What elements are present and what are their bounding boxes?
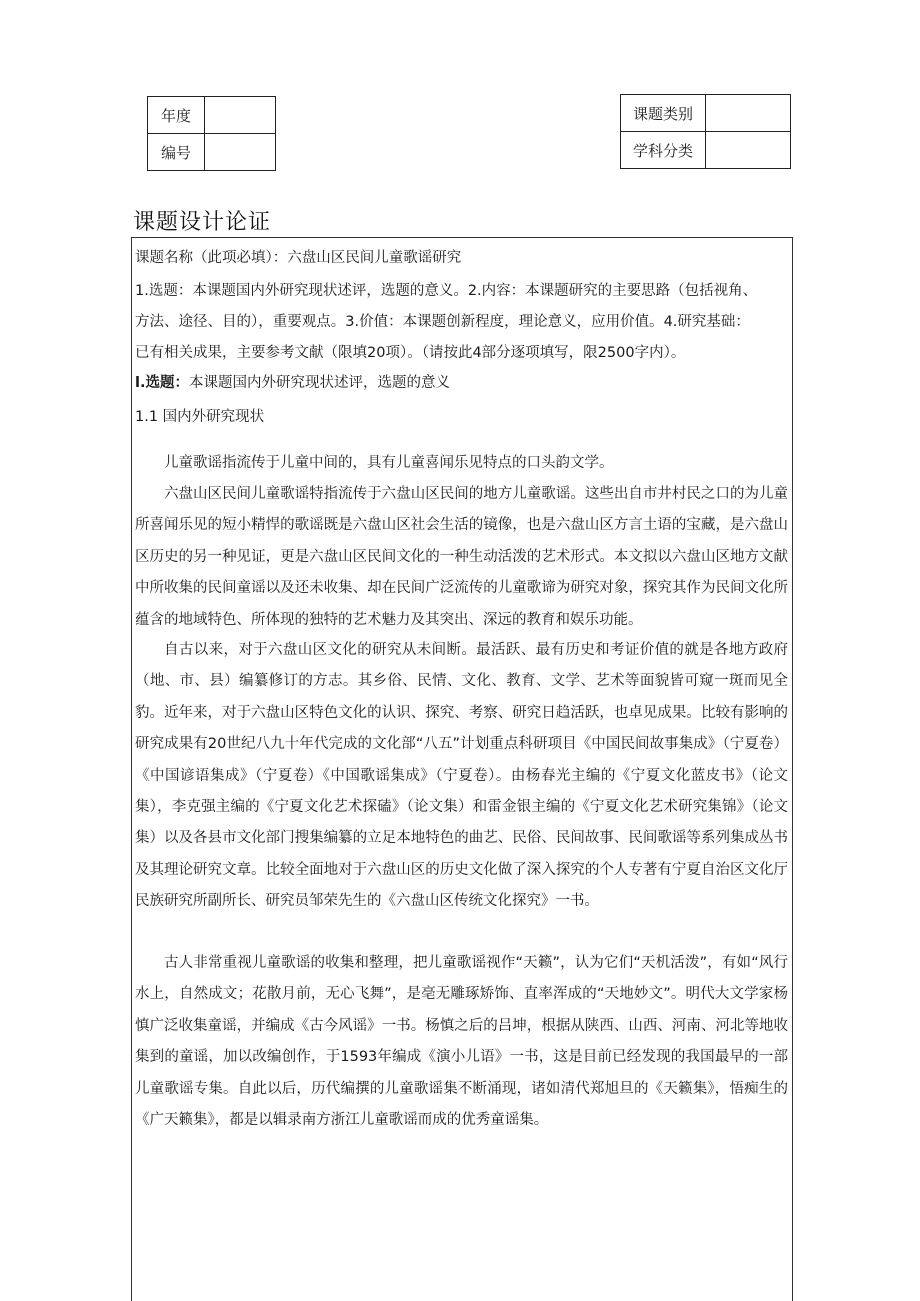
meta-table-left <box>147 96 276 171</box>
meta-row-discipline <box>621 132 791 169</box>
instruction-line-3: 已有相关成果，主要参考文献（限填20项）。（请按此4部分逐项填写，限2500字内）。 <box>135 345 686 361</box>
topic-name-line: 课题名称（此项必填）：六盘山区民间儿童歌谣研究 <box>135 250 462 266</box>
selection-heading-text: 本课题国内外研究现状述评，选题的意义 <box>188 375 450 391</box>
paragraph-2: 六盘山区民间儿童歌谣特指流传于六盘山区民间的地方儿童歌谣。这些出自市井村民之口的为儿童所喜闻乐见的短小精悍的歌谣既是六盘山区社会生活的镜像，也是六盘山区方言土语的宝藏，是六盘山区历史的另一种见证，更是六盘山区民间文化的一种生动活泼的艺术形式。本文拟以六盘山区地方文献中所收集的民间童谣以及还未收集、却在民间广泛流传的儿童歌谛为研究对象，探究其作为民间文化所蕴含的地域特色、所体现的独特的艺术魅力及其突出、深远的教育和娱乐功能。 <box>135 486 788 628</box>
selection-heading <box>135 373 788 393</box>
paragraph-3: 自古以来，对于六盘山区文化的研究从未间断。最活跃、最有历史和考证价值的就是各地方政府（地、市、县）编纂修订的方志。其乡俗、民情、文化、教育、文学、艺术等面貌皆可窥一斑而见全豹。近年来，对于六盘山区特色文化的认识、探究、考察、研究日趋活跃，也卓见成果。比较有影响的研究成果有20世纪八九十年代完成的文化部“八五”计划重点科研项目《中国民间故事集成》（宁夏卷）《中国谚语集成》（宁夏卷）《中国歌谣集成》（宁夏卷）。由杨春光主编的《宁夏文化蓝皮书》（论文集），李克强主编的《宁夏文化艺术探磕》（论文集）和雷金银主编的《宁夏文化艺术研究集锦》（论文集）以及各县市文化部门搜集编纂的立足本地特色的曲艺、民俗、民间故事、民间歌谣等系列集成丛书及其理论研究文章。比较全面地对于六盘山区的历史文化做了深入探究的个人专著有宁夏自治区文化厅民族研究所副所长、研究员邹荣先生的《六盘山区传统文化探究》一书。 <box>135 642 788 910</box>
discipline-value-cell[interactable] <box>706 132 791 169</box>
instruction-line-2: 方法、途径、目的），重要观点。3.价值：本课题创新程度，理论意义，应用价值。4.研究基础： <box>135 314 750 330</box>
meta-row-year <box>148 97 276 134</box>
instruction-line-1: 1.选题：本课题国内外研究现状述评，选题的意义。2.内容：本课题研究的主要思路（包括视角、 <box>135 283 758 299</box>
discipline-label: 学科分类 <box>621 132 706 169</box>
subheading-research-status: 1.1 国内外研究现状 <box>135 409 265 425</box>
section-title: 课题设计论证 <box>133 210 272 235</box>
selection-heading-prefix: l.选题： <box>135 375 189 391</box>
year-label: 年度 <box>148 97 205 134</box>
paragraph-4: 古人非常重视儿童歌谣的收集和整理，把儿童歌谣视作“天籁”，认为它们“天机活泼”，有如“风行水上，自然成文；花散月前，无心飞舞”，是亳无雕琢矫饰、直率浑成的“天地妙文”。明代大文学家杨慎广泛收集童谣，并编成《古今风谣》一书。杨慎之后的吕坤，根据从陕西、山西、河南、河北等地收集到的童谣，加以改编创作，于1593年编成《演小儿语》一书，这是目前已经发现的我国最早的一部儿童歌谣专集。自此以后，历代编撰的儿童歌谣集不断涌现，诸如清代郑旭旦的《天籁集》，悟痴生的《广天籁集》，都是以辑录南方浙江儿童歌谣而成的优秀童谣集。 <box>135 955 788 1129</box>
number-label: 编号 <box>148 134 205 171</box>
meta-table-right <box>620 94 791 169</box>
design-argument-box <box>131 237 793 1301</box>
paragraph-1: 儿童歌谣指流传于儿童中间的，具有儿童喜闻乐见特点的口头韵文学。 <box>164 455 614 471</box>
year-value-cell[interactable] <box>205 97 276 134</box>
meta-row-category <box>621 95 791 132</box>
category-label: 课题类别 <box>621 95 706 132</box>
meta-row-number <box>148 134 276 171</box>
number-value-cell[interactable] <box>205 134 276 171</box>
category-value-cell[interactable] <box>706 95 791 132</box>
